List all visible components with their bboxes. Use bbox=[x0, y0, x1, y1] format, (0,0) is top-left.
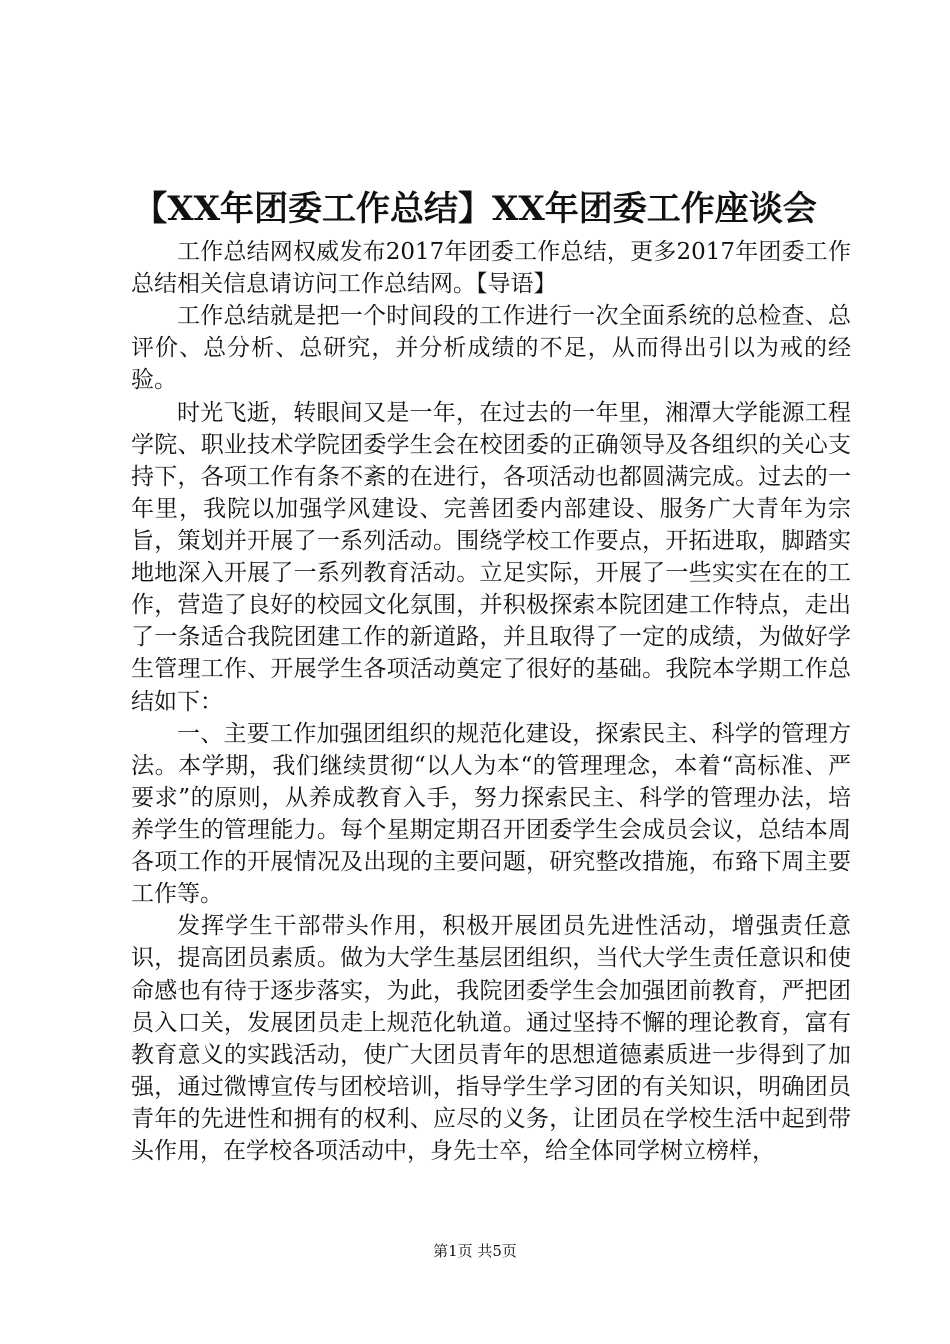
paragraph: 时光飞逝，转眼间又是一年，在过去的一年里，湘潭大学能源工程学院、职业技术学院团委学生会在校团委的正确领导及各组织的关心支持下，各项工作有条不紊的在进行，各项活动也都圆满完成。过去的一年里，我院以加强学风建设、完善团委内部建设、服务广大青年为宗旨，策划并开展了一系列活动。围绕学校工作要点，开拓进取，脚踏实地地深入开展了一系列教育活动。立足实际，开展了一些实实在在的工作，营造了良好的校园文化氛围，并积极探索本院团建工作特点，走出了一条适合我院团建工作的新道路，并且取得了一定的成绩，为做好学生管理工作、开展学生各项活动奠定了很好的基础。我院本学期工作总结如下： bbox=[131, 399, 851, 715]
paragraph: 发挥学生干部带头作用，积极开展团员先进性活动，增强责任意识，提高团员素质。做为大学生基层团组织，当代大学生责任意识和使命感也有待于逐步落实，为此，我院团委学生会加强团前教育，严把团员入口关，发展团员走上规范化轨道。通过坚持不懈的理论教育，富有教育意义的实践活动，使广大团员青年的思想道德素质进一步得到了加强，通过微博宣传与团校培训，指导学生学习团的有关知识，明确团员青年的先进性和拥有的权利、应尽的义务，让团员在学校生活中起到带头作用，在学校各项活动中，身先士卒，给全体同学树立榜样， bbox=[131, 913, 851, 1165]
page-number-footer: 第1页 共5页 bbox=[433, 1242, 517, 1260]
paragraph: 工作总结就是把一个时间段的工作进行一次全面系统的总检查、总评价、总分析、总研究，并分析成绩的不足，从而得出引以为戒的经验。 bbox=[131, 303, 851, 394]
document-body bbox=[131, 236, 851, 1167]
paragraph: 工作总结网权威发布2017年团委工作总结，更多2017年团委工作总结相关信息请访问工作总结网。【导语】 bbox=[131, 239, 851, 298]
paragraph: 一、主要工作加强团组织的规范化建设，探索民主、科学的管理方法。本学期，我们继续贯彻“以人为本“的管理理念，本着“高标准、严要求”的原则，从养成教育入手，努力探索民主、科学的管理办法，培养学生的管理能力。每个星期定期召开团委学生会成员会议，总结本周各项工作的开展情况及出现的主要问题，研究整改措施，布臵下周主要工作等。 bbox=[131, 720, 851, 908]
document-title: 【XX年团委工作总结】XX年团委工作座谈会 bbox=[133, 189, 817, 229]
